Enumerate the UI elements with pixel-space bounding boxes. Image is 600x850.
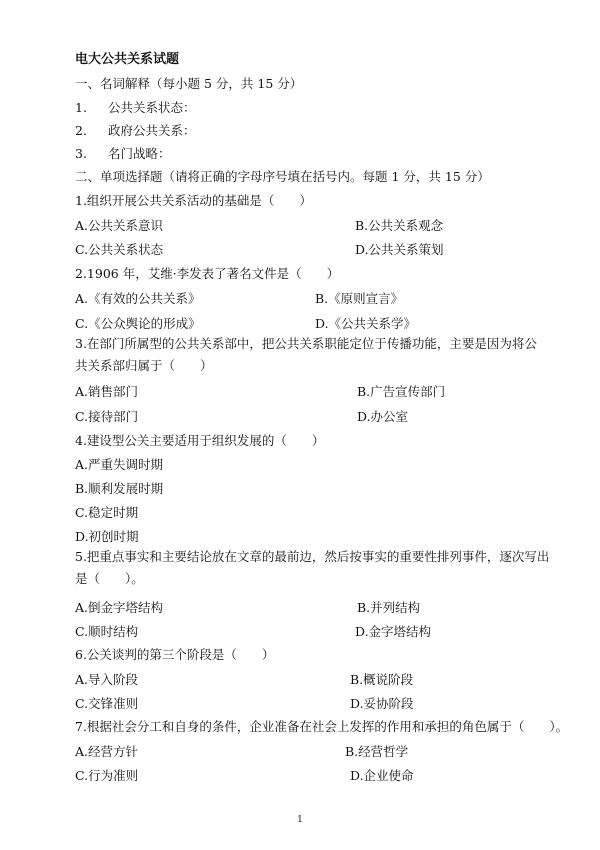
question-5-option-a: A.倒金字塔结构: [75, 600, 164, 615]
term-text: 政府公共关系：: [108, 123, 196, 138]
question-5-option-d: D.金字塔结构: [355, 624, 432, 639]
question-6-option-a: A.导入阶段: [75, 672, 139, 687]
question-5-option-c: C.顺时结构: [75, 624, 139, 639]
question-4-option-d: D.初创时期: [75, 529, 139, 544]
question-3-option-b: B.广告宣传部门: [357, 384, 446, 399]
question-5-option-b: B.并列结构: [357, 600, 421, 615]
question-7-option-d: D.企业使命: [350, 768, 414, 783]
question-2-option-b: B.《原则宣言》: [315, 291, 404, 306]
term-item-2: [75, 123, 196, 139]
question-3-option-c: C.接待部门: [75, 409, 139, 424]
section2-heading: 二、单项选择题（请将正确的字母序号填在括号内。每题 1 分，共 15 分）: [75, 169, 490, 184]
question-6-option-b: B.概说阶段: [350, 672, 414, 687]
document-title: 电大公共关系试题: [75, 52, 180, 67]
question-3-option-d: D.办公室: [357, 409, 409, 424]
term-number: 2.: [75, 123, 87, 138]
question-7-stem: 7.根据社会分工和自身的条件，企业准备在社会上发挥的作用和承担的角色属于（ ）。: [75, 719, 569, 734]
question-1-stem: 1.组织开展公共关系活动的基础是（ ）: [75, 193, 312, 208]
question-7-option-c: C.行为准则: [75, 768, 139, 783]
question-6-option-c: C.交锋准则: [75, 696, 139, 711]
term-text: 名门战略：: [108, 146, 171, 161]
term-item-3: [75, 146, 171, 162]
question-2-stem: 2.1906 年，艾维·李发表了著名文件是（ ）: [75, 266, 340, 281]
section1-heading: 一、名词解释（每小题 5 分，共 15 分）: [75, 76, 303, 91]
term-text: 公共关系状态：: [108, 100, 196, 115]
question-4-stem: 4.建设型公关主要适用于组织发展的（ ）: [75, 433, 325, 448]
question-7-option-a: A.经营方针: [75, 744, 139, 759]
question-4-option-c: C.稳定时期: [75, 505, 139, 520]
term-number: 3.: [75, 146, 87, 161]
question-2-option-d: D.《公共关系学》: [315, 316, 417, 331]
term-item-1: [75, 100, 196, 116]
question-2-option-a: A.《有效的公共关系》: [75, 291, 201, 306]
question-4-option-a: A.严重失调时期: [75, 457, 164, 472]
question-1-option-b: B.公共关系观念: [355, 218, 444, 233]
question-2-option-c: C.《公众舆论的形成》: [75, 316, 201, 331]
question-7-option-b: B.经营哲学: [345, 744, 409, 759]
question-6-stem: 6.公关谈判的第三个阶段是（ ）: [75, 647, 275, 662]
question-4-option-b: B.顺利发展时期: [75, 481, 164, 496]
page-number: 1: [297, 815, 303, 825]
question-3-option-a: A.销售部门: [75, 384, 139, 399]
question-1-option-a: A.公共关系意识: [75, 218, 164, 233]
question-3-stem: 3.在部门所属型的公共关系部中，把公共关系职能定位于传播功能，主要是因为将公共关系部归属于（ ）: [75, 336, 537, 373]
question-6-option-d: D.妥协阶段: [350, 696, 414, 711]
term-number: 1.: [75, 100, 87, 115]
question-1-option-c: C.公共关系状态: [75, 242, 164, 257]
question-5-stem: 5.把重点事实和主要结论放在文章的最前边，然后按事实的重要性排列事件，逐次写出是（ ）。: [75, 549, 550, 586]
question-1-option-d: D.公共关系策划: [355, 242, 444, 257]
